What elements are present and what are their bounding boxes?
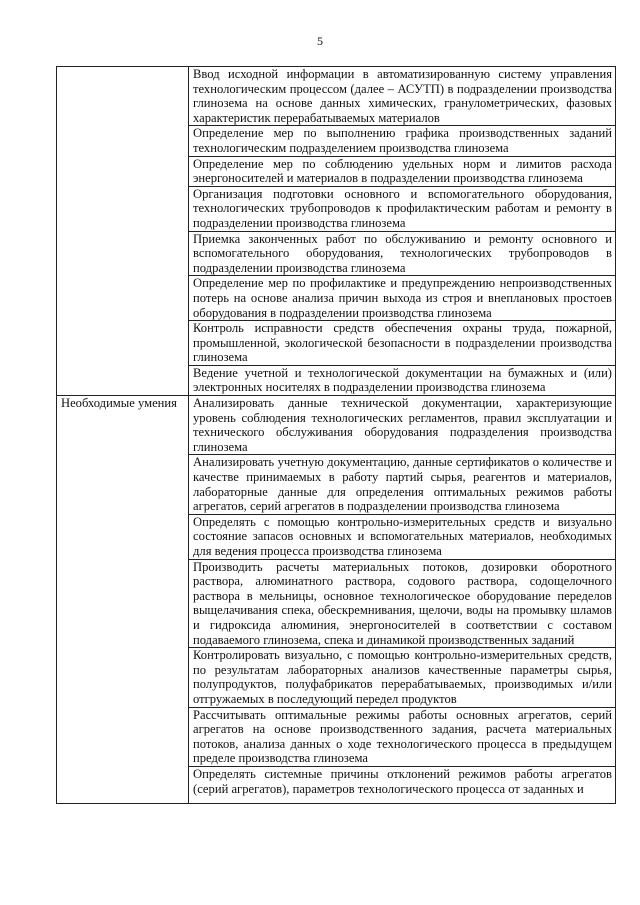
list-item: Определение мер по соблюдению удельных норм и лимитов расхода энергоносителей и материалов в подразделении производства глинозема	[193, 156, 612, 186]
table-cell	[189, 126, 616, 156]
list-item: Определение мер по профилактике и предупреждению непроизводственных потерь на основе анализа причин выхода из строя и внеплановых простоев оборудования в подразделении производства глинозема	[193, 276, 612, 320]
table-cell	[189, 648, 616, 707]
list-item: Анализировать данные технической документации, характеризующие уровень соблюдения технологических регламентов, правил эксплуатации и технического обслуживания оборудования подразделения производства глинозема	[193, 396, 612, 454]
table-cell	[189, 396, 616, 455]
list-item: Определять системные причины отклонений режимов работы агрегатов (серий агрегатов), параметров технологического процесса от заданных и	[193, 766, 612, 796]
section-label-cell	[57, 396, 189, 804]
table-cell	[189, 365, 616, 395]
list-item: Организация подготовки основного и вспомогательного оборудования, технологических трубопроводов к профилактическим работам и ремонту в подразделении производства глинозема	[193, 186, 612, 230]
section-label: Необходимые умения	[61, 396, 177, 411]
table-cell	[189, 514, 616, 559]
list-item: Приемка законченных работ по обслуживанию и ремонту основного и вспомогательного оборудования, технологических трубопроводов в подразделении производства глинозема	[193, 231, 612, 275]
table-cell	[189, 559, 616, 648]
table-cell	[189, 321, 616, 366]
table-cell	[189, 707, 616, 766]
table-cell	[189, 67, 616, 126]
list-item: Контроль исправности средств обеспечения охраны труда, пожарной, промышленной, экологической безопасности в подразделении производства глинозема	[193, 321, 612, 365]
list-item: Определение мер по выполнению графика производственных заданий технологическим подразделением производства глинозема	[193, 126, 612, 155]
list-item: Анализировать учетную документацию, данные сертификатов о количестве и качестве принимаемых в работу партий сырья, реагентов и материалов, лабораторные данные для определения оптимальных режимов работы агрегатов, серий агрегатов в подразделении производства глинозема	[193, 455, 612, 514]
table-row	[57, 67, 616, 126]
table-cell	[189, 186, 616, 231]
list-item: Ведение учетной и технологической документации на бумажных и (или) электронных носителях в подразделении производства глинозема	[193, 365, 612, 395]
section-label-cell	[57, 67, 189, 396]
list-item: Производить расчеты материальных потоков, дозировки оборотного раствора, алюминатного раствора, содового раствора, содощелочного раствора в мельницы, основное технологическое оборудование переделов выщелачивания спека, обескремнивания, щелочи, воды на промывку шламов и гидроксида алюминия, энергоносителей в соответствии с составом подаваемого глинозема, спека и динамикой производственных заданий	[193, 559, 612, 647]
table-cell	[189, 766, 616, 803]
page-number: 5	[317, 34, 323, 48]
list-item: Ввод исходной информации в автоматизированную систему управления технологическим процессом (далее – АСУТП) в подразделении производства глинозема на основе данных химических, гранулометрических, фазовых характеристик перерабатываемых материалов	[193, 67, 612, 125]
table-cell	[189, 455, 616, 514]
list-item: Определять с помощью контрольно-измерительных средств и визуально состояние запасов основных и вспомогательных материалов, необходимых для ведения процесса производства глинозема	[193, 514, 612, 558]
table-row	[57, 396, 616, 455]
competency-table	[56, 66, 616, 804]
table-cell	[189, 276, 616, 321]
list-item: Рассчитывать оптимальные режимы работы основных агрегатов, серий агрегатов на основе производственного задания, расчета материальных потоков, анализа данных о ходе технологического процесса в предыдущем пределе производства глинозема	[193, 707, 612, 766]
table-cell	[189, 231, 616, 276]
table-cell	[189, 156, 616, 186]
list-item: Контролировать визуально, с помощью контрольно-измерительных средств, по результатам лабораторных анализов качественные параметры сырья, полупродуктов, полуфабрикатов перерабатываемых, производимых и/или отгружаемых в последующий передел продуктов	[193, 648, 612, 706]
